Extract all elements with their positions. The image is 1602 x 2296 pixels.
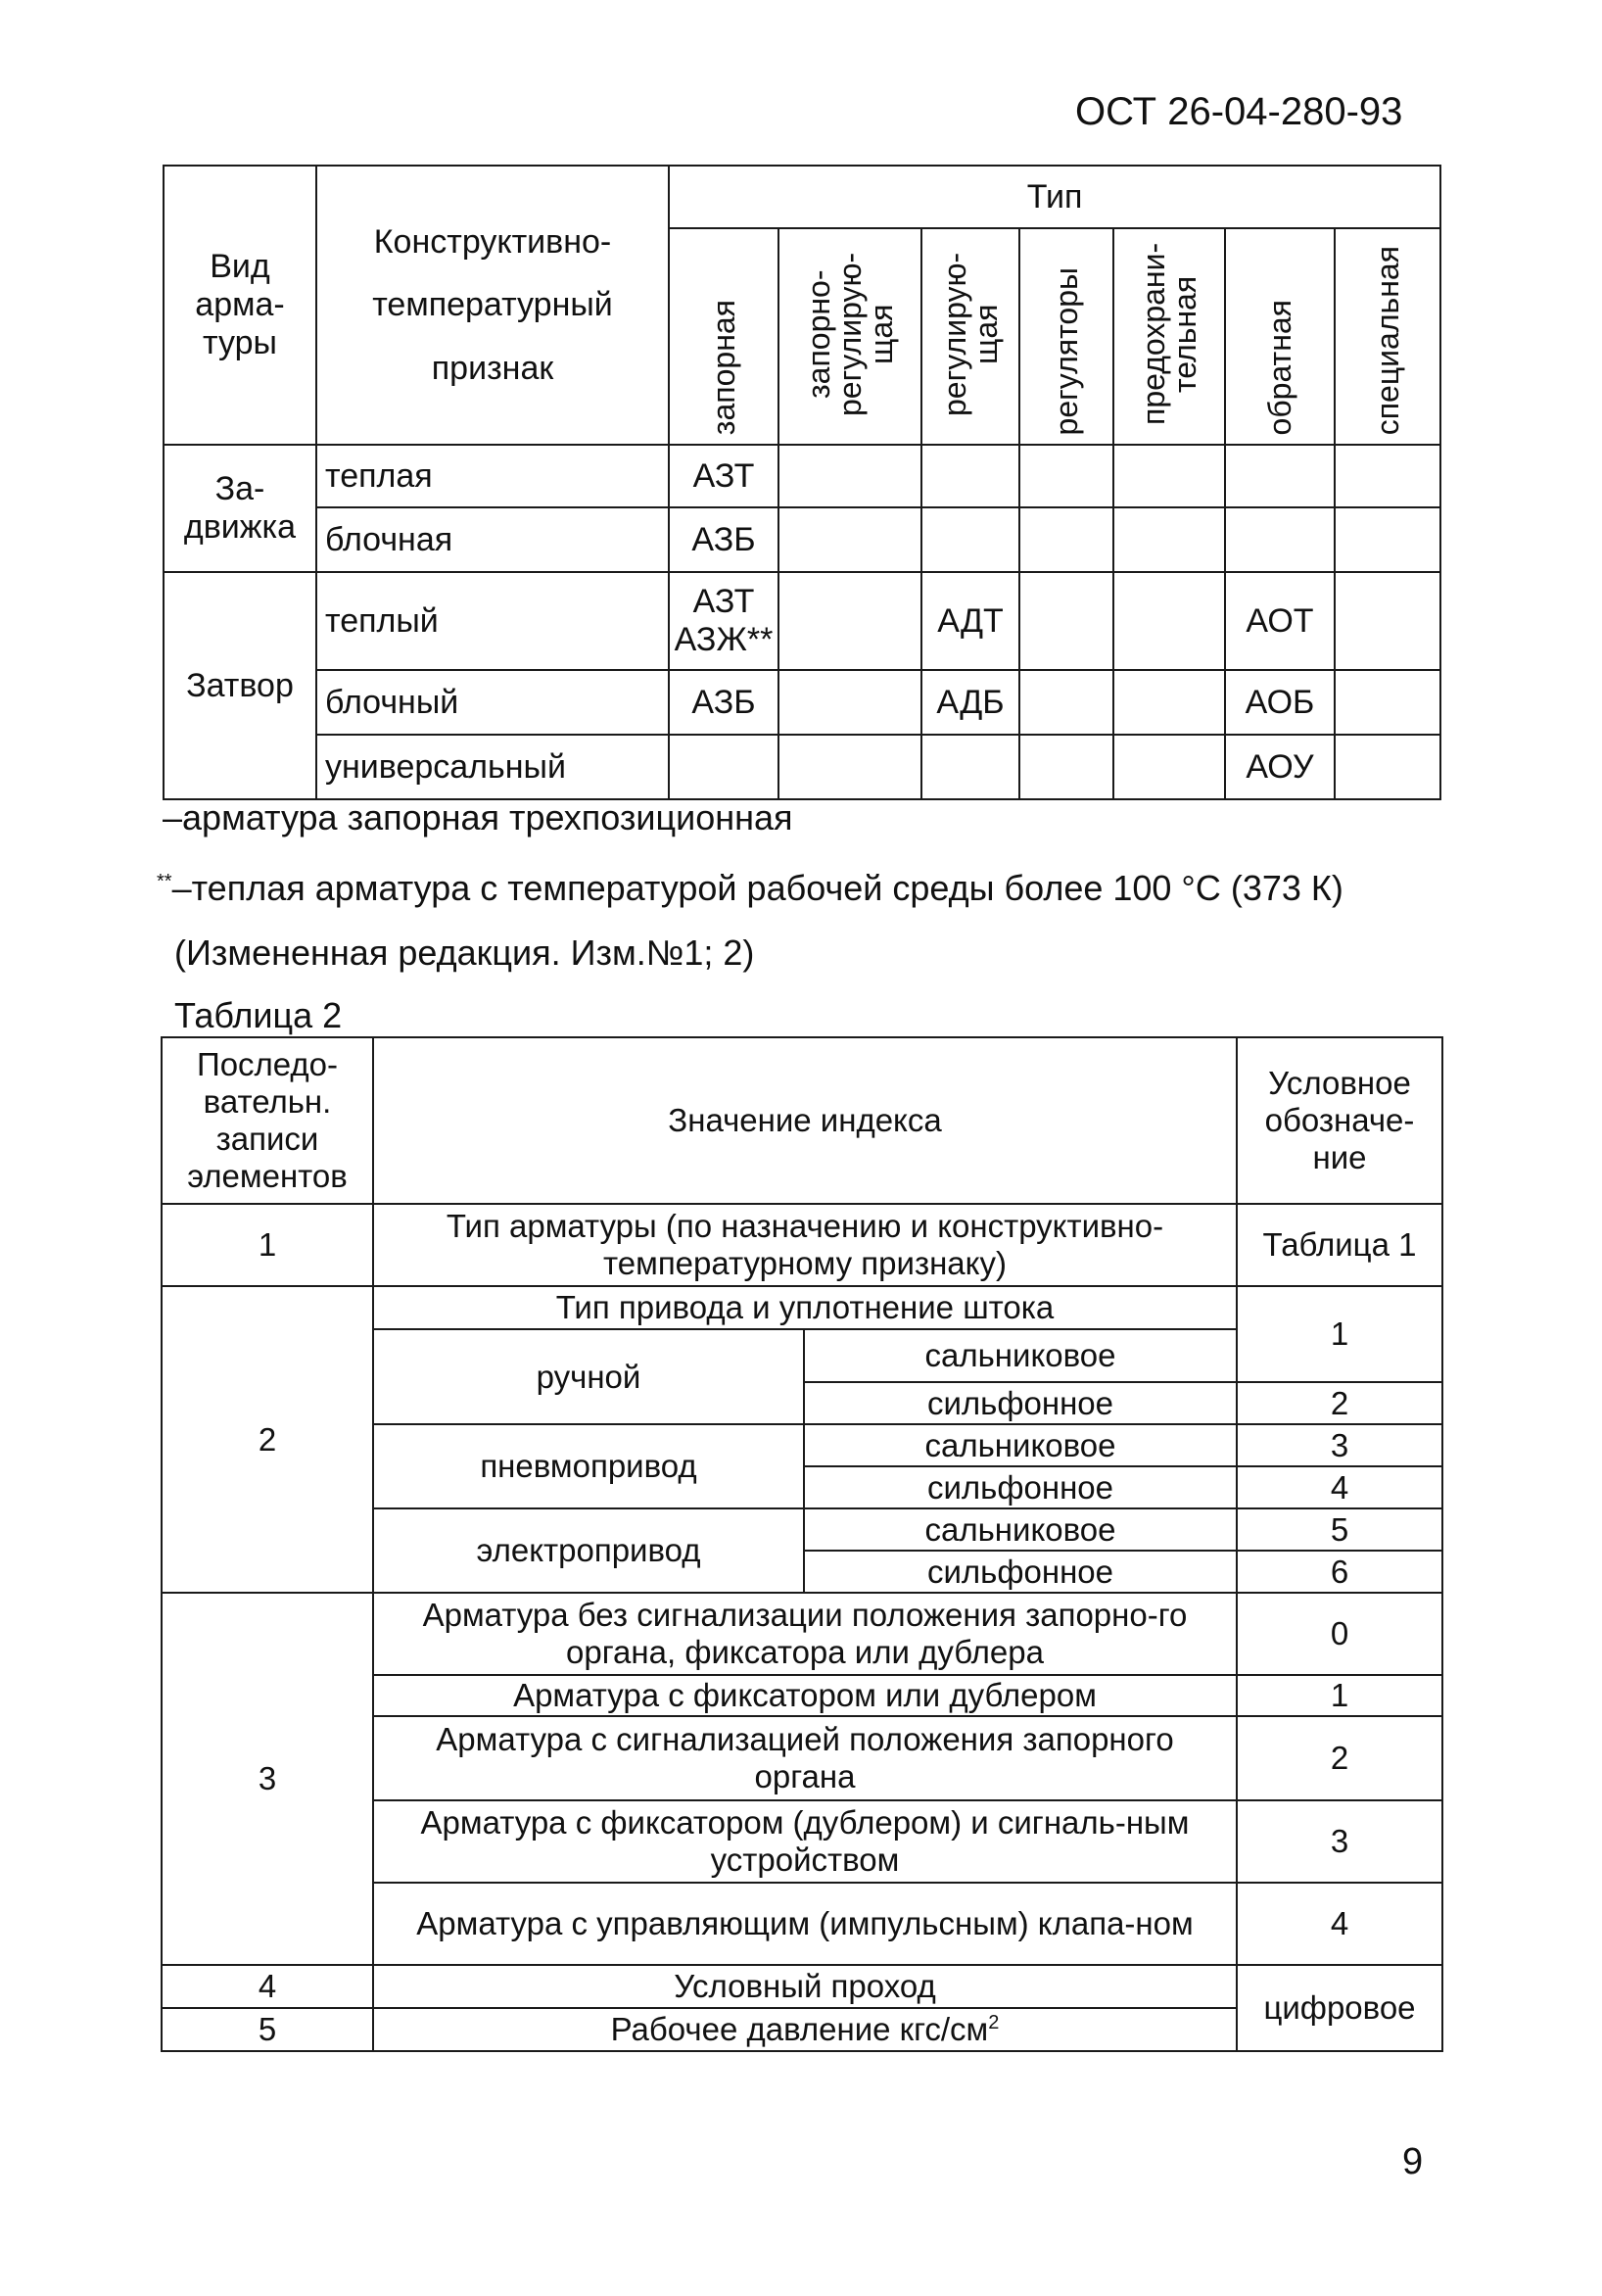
type-cell [1019, 507, 1113, 572]
signal-code: 3 [1237, 1800, 1442, 1883]
type-header [778, 228, 921, 445]
seal-code: 3 [1237, 1424, 1442, 1466]
signal-code: 1 [1237, 1675, 1442, 1716]
type-cell [1225, 445, 1335, 507]
type-cell [1113, 572, 1225, 670]
type-header [1225, 228, 1335, 445]
feature-label: блочный [316, 670, 669, 735]
seal-code: 2 [1237, 1382, 1442, 1424]
row5-label: Рабочее давление кгс/см [610, 2011, 989, 2048]
document-code: ОСТ 26-04-280-93 [1075, 90, 1403, 133]
signal-text: Арматура с сигнализацией положения запорного органа [373, 1716, 1237, 1800]
type-label: предохрани-тельная [1136, 242, 1202, 426]
signal-text: Арматура с управляющим (импульсным) клапа-ном [373, 1883, 1237, 1965]
header-value: Значение индекса [373, 1037, 1237, 1204]
type-cell: АОБ [1225, 670, 1335, 735]
type-label: специальная [1370, 245, 1406, 435]
type-cell: АОУ [1225, 735, 1335, 799]
footnote-1: –арматура запорная трехпозиционная [163, 797, 793, 837]
kind-name: За-движка [164, 445, 316, 572]
type-header [921, 228, 1019, 445]
signal-text: Арматура с фиксатором или дублером [373, 1675, 1237, 1716]
index-table [161, 1036, 1443, 2052]
row5-sup: 2 [988, 2012, 1000, 2034]
type-cell [778, 445, 921, 507]
signal-text: Арматура без сигнализации положения запорно-го органа, фиксатора или дублера [373, 1593, 1237, 1675]
type-cell [1019, 572, 1113, 670]
type-cell: АЗБ [669, 507, 778, 572]
type-row [164, 507, 1440, 572]
type-cell: АЗТ [669, 445, 778, 507]
seal-type: сальниковое [804, 1424, 1237, 1466]
seal-type: сильфонное [804, 1382, 1237, 1424]
type-cell [778, 735, 921, 799]
drive-header-row [162, 1286, 1442, 1329]
feature-label: блочная [316, 507, 669, 572]
row2-num: 2 [162, 1286, 373, 1593]
row3-num: 3 [162, 1593, 373, 1965]
header-tip: Тип [669, 166, 1440, 228]
type-cell [778, 507, 921, 572]
type-cell: АОТ [1225, 572, 1335, 670]
type-header [669, 228, 778, 445]
drive-name: ручной [373, 1329, 804, 1424]
type-label: запорно-регулирую-щая [801, 252, 899, 416]
seal-type: сильфонное [804, 1466, 1237, 1508]
type-cell [1335, 445, 1440, 507]
type-label: регулирую-щая [937, 252, 1004, 416]
type-cell [1113, 445, 1225, 507]
type-cell [1019, 735, 1113, 799]
type-cell [1113, 507, 1225, 572]
type-row [164, 572, 1440, 670]
header-seq: Последо-вательн. записи элементов [162, 1037, 373, 1204]
signal-row [162, 1593, 1442, 1675]
type-cell: АДБ [921, 670, 1019, 735]
table2-caption: Таблица 2 [174, 995, 343, 1035]
header-konstr: Конструктивно-температурный признак [316, 166, 669, 445]
feature-label: универсальный [316, 735, 669, 799]
footnote-2 [157, 868, 1343, 909]
type-header [1113, 228, 1225, 445]
feature-label: теплый [316, 572, 669, 670]
type-label: обратная [1262, 299, 1297, 435]
type-cell: АЗБ [669, 670, 778, 735]
type-cell [1113, 670, 1225, 735]
type-cell [1019, 445, 1113, 507]
type-header [1019, 228, 1113, 445]
row2-subheader: Тип привода и уплотнение штока [373, 1286, 1237, 1329]
type-cell: АДТ [921, 572, 1019, 670]
row1-num: 1 [162, 1204, 373, 1286]
type-header [1335, 228, 1440, 445]
type-row [164, 670, 1440, 735]
page-number: 9 [1402, 2141, 1424, 2182]
footnote-2-text: –теплая арматура с температурой рабочей среды более 100 °С (373 К) [171, 868, 1343, 908]
type-cell [1113, 735, 1225, 799]
drive-name: электропривод [373, 1508, 804, 1593]
header-vid: Вид арма-туры [164, 166, 316, 445]
seal-type: сальниковое [804, 1329, 1237, 1382]
seal-type: сальниковое [804, 1508, 1237, 1551]
signal-code: 2 [1237, 1716, 1442, 1800]
signal-text: Арматура с фиксатором (дублером) и сигналь-ным устройством [373, 1800, 1237, 1883]
type-cell [1225, 507, 1335, 572]
footnote-2-mark: ** [157, 871, 172, 892]
seal-code: 6 [1237, 1551, 1442, 1593]
row4-num: 4 [162, 1965, 373, 2008]
type-row [164, 735, 1440, 799]
seal-code: 4 [1237, 1466, 1442, 1508]
revision-note: (Измененная редакция. Изм.№1; 2) [174, 933, 755, 973]
kind-name: Затвор [164, 572, 316, 799]
type-label: запорная [706, 299, 741, 435]
type-cell [778, 572, 921, 670]
seal-type: сильфонное [804, 1551, 1237, 1593]
signal-code: 0 [1237, 1593, 1442, 1675]
type-cell [921, 735, 1019, 799]
seal-code: 1 [1237, 1286, 1442, 1382]
type-cell [1019, 670, 1113, 735]
signal-code: 4 [1237, 1883, 1442, 1965]
type-table [163, 165, 1441, 800]
drive-name: пневмопривод [373, 1424, 804, 1508]
row1-code: Таблица 1 [1237, 1204, 1442, 1286]
row45-code: цифровое [1237, 1965, 1442, 2051]
type-label: регуляторы [1049, 266, 1084, 435]
row5-text [373, 2008, 1237, 2051]
type-cell [921, 507, 1019, 572]
feature-label: теплая [316, 445, 669, 507]
type-cell [1335, 735, 1440, 799]
type-cell [921, 445, 1019, 507]
row1-text: Тип арматуры (по назначению и конструктивно-температурному признаку) [373, 1204, 1237, 1286]
row5-num: 5 [162, 2008, 373, 2051]
type-cell: АЗТ АЗЖ** [669, 572, 778, 670]
type-cell [778, 670, 921, 735]
type-row [164, 445, 1440, 507]
type-cell [669, 735, 778, 799]
seal-code: 5 [1237, 1508, 1442, 1551]
row4-text: Условный проход [373, 1965, 1237, 2008]
type-cell [1335, 572, 1440, 670]
header-code: Условное обозначе-ние [1237, 1037, 1442, 1204]
type-cell [1335, 507, 1440, 572]
type-cell [1335, 670, 1440, 735]
